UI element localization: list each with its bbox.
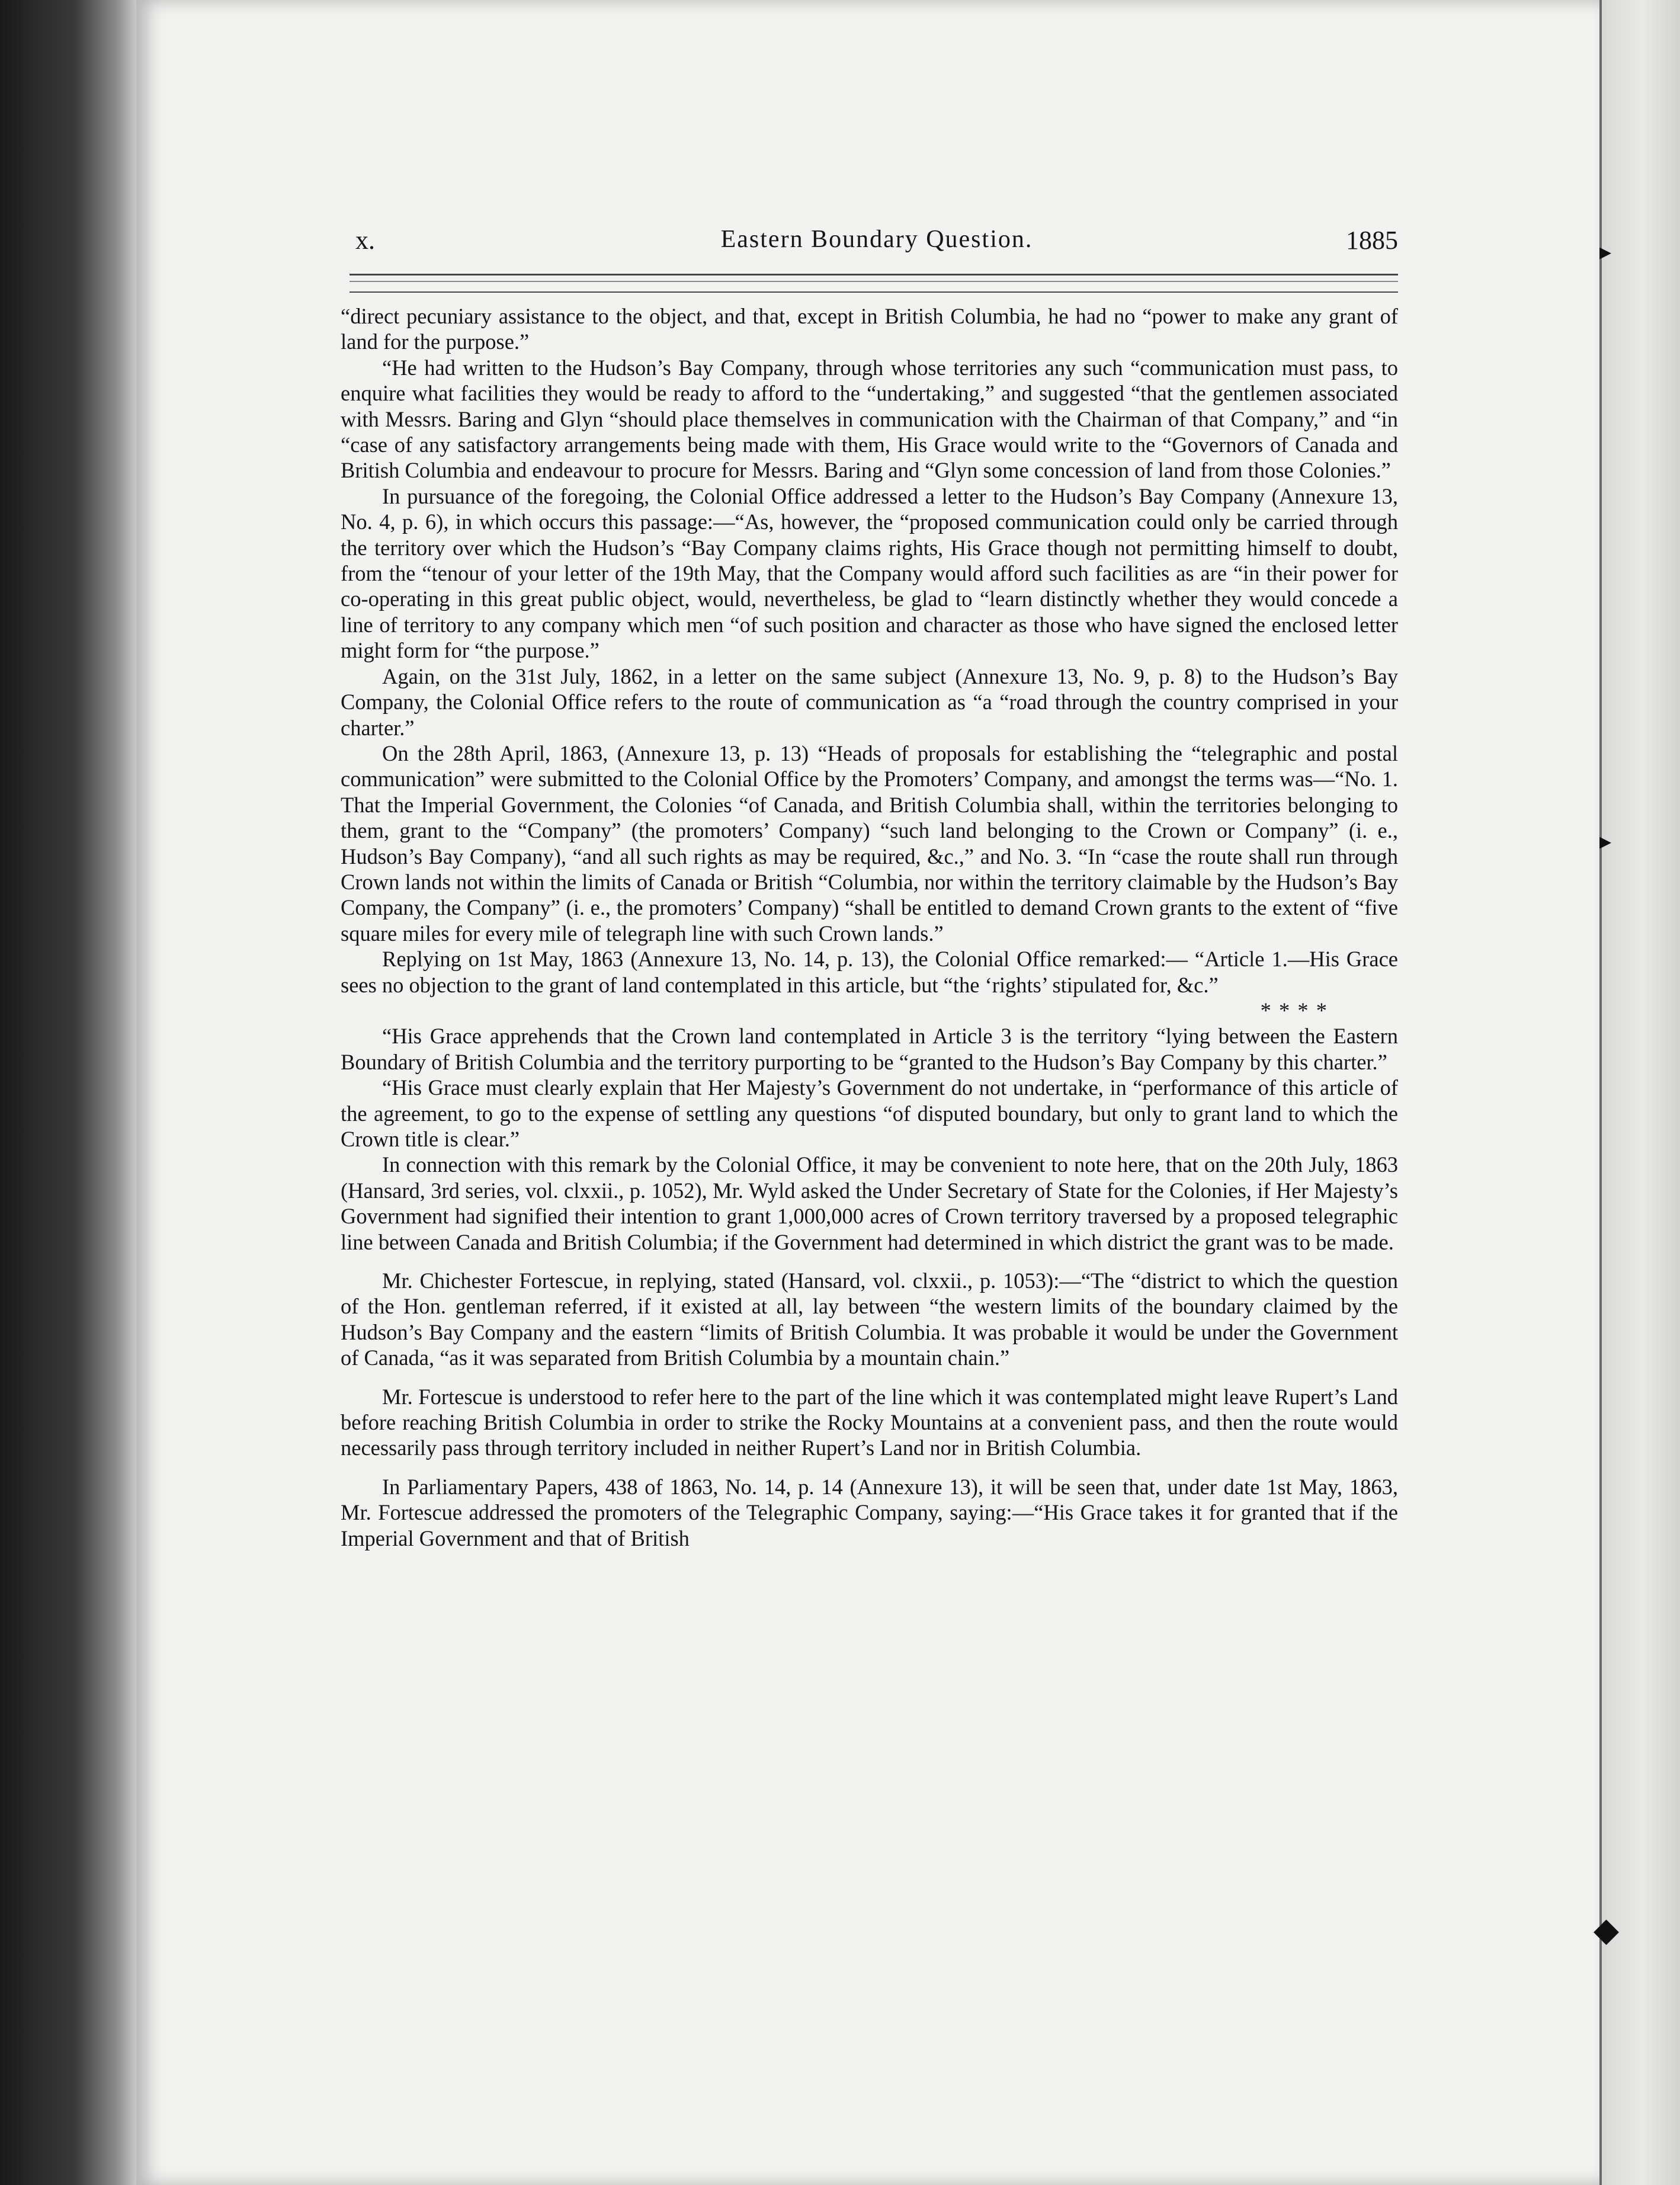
- header-year: 1885: [1346, 226, 1398, 255]
- header-rule: [350, 291, 1398, 293]
- paragraph: In pursuance of the foregoing, the Colonial Office addressed a letter to the Hudson’s Bay Company (Annexure 13, No. 4, p. 6), in which occurs this passage:—“As, however, the “proposed communication could only be carried through the territory over which the Hudson’s “Bay Company claims rights, His Grace though not permitting himself to doubt, from the “tenour of your letter of the 19th May, that the Company would afford such facilities as are “in their power for co-operating in this great public object, would, nevertheless, be glad to “learn distinctly whether they would concede a line of territory to any company which men “of such position and character as those who have signed the enclosed letter might form for “the purpose.”: [341, 483, 1398, 663]
- header-rule: [350, 274, 1398, 275]
- binding-mark: ◆: [1594, 1912, 1620, 1949]
- body-text: [341, 303, 1398, 1551]
- page-number-roman: x.: [355, 226, 375, 255]
- scan-right-margin: [1599, 0, 1680, 2185]
- scan-left-margin: [0, 0, 136, 2185]
- paragraph: Again, on the 31st July, 1862, in a letter on the same subject (Annexure 13, No. 9, p. 8) to the Hudson’s Bay Company, the Colonial Office refers to the route of communication as “a “road through the country comprised in your charter.”: [341, 664, 1398, 740]
- paragraph: “His Grace apprehends that the Crown land contemplated in Article 3 is the territory “lying between the Eastern Boundary of British Columbia and the territory purporting to be “granted to the Hudson’s Bay Company by this charter.”: [341, 1024, 1398, 1074]
- paragraph: Mr. Fortescue is understood to refer here to the part of the line which it was contemplated might leave Rupert’s Land before reaching British Columbia in order to strike the Rocky Mountains at a convenient pass, and then the route would necessarily pass through territory included in neither Rupert’s Land nor in British Columbia.: [341, 1384, 1398, 1460]
- running-header: [355, 225, 1398, 273]
- paragraph: “He had written to the Hudson’s Bay Company, through whose territories any such “communication must pass, to enquire what facilities they would be ready to afford to the “undertaking,” and suggested “that the gentlemen associated with Messrs. Baring and Glyn “should place themselves in communication with the Chairman of that Company,” and “in “case of any satisfactory arrangements being made with them, His Grace would write to the “Governors of Canada and British Columbia and endeavour to procure for Messrs. Baring and “Glyn some concession of land from those Colonies.”: [341, 355, 1398, 483]
- paragraph: Replying on 1st May, 1863 (Annexure 13, No. 14, p. 13), the Colonial Office remarked:— “Article 1.—His Grace sees no objection to the grant of land contemplated in this article, but “the ‘rights’ stipulated for, &c.”: [341, 947, 1398, 997]
- paragraph: “direct pecuniary assistance to the object, and that, except in British Columbia, he had no “power to make any grant of land for the purpose.”: [341, 304, 1398, 354]
- binding-mark: ▸: [1599, 828, 1612, 854]
- paragraph: “His Grace must clearly explain that Her Majesty’s Government do not undertake, in “performance of this article of the agreement, to go to the expense of settling any questions “of disputed boundary, but only to grant land to which the Crown title is clear.”: [341, 1075, 1398, 1151]
- paragraph: On the 28th April, 1863, (Annexure 13, p. 13) “Heads of proposals for establishing the “telegraphic and postal communication” were submitted to the Colonial Office by the Promoters’ Company, and amongst the terms was—“No. 1. That the Imperial Government, the Colonies “of Canada, and British Columbia shall, within the territories belonging to them, grant to the “Company” (the promoters’ Company) “such land belonging to the Crown or Company” (i. e., Hudson’s Bay Company), “and all such rights as may be required, &c.,” and No. 3. “In “case the route shall run through Crown lands not within the limits of Canada or British “Columbia, nor within the territory claimable by the Hudson’s Bay Company, the Company” (i. e., the promoters’ Company) “shall be entitled to demand Crown grants to the extent of “five square miles for every mile of telegraph line with such Crown lands.”: [341, 741, 1398, 946]
- header-rule: [350, 281, 1398, 282]
- asterisk-divider: * * * *: [1260, 998, 1327, 1023]
- paragraph: In Parliamentary Papers, 438 of 1863, No. 14, p. 14 (Annexure 13), it will be seen that, under date 1st May, 1863, Mr. Fortescue addressed the promoters of the Telegraphic Company, saying:—“His Grace takes it for granted that if the Imperial Government and that of British: [341, 1474, 1398, 1550]
- paragraph: Mr. Chichester Fortescue, in replying, stated (Hansard, vol. clxxii., p. 1053):—“The “district to which the question of the Hon. gentleman referred, if it existed at all, lay between “the western limits of the boundary claimed by the Hudson’s Bay Company and the eastern “limits of British Columbia. It was probable it would be under the Government of Canada, “as it was separated from British Columbia by a mountain chain.”: [341, 1268, 1398, 1370]
- paragraph: In connection with this remark by the Colonial Office, it may be convenient to note here, that on the 20th July, 1863 (Hansard, 3rd series, vol. clxxii., p. 1052), Mr. Wyld asked the Under Secretary of State for the Colonies, if Her Majesty’s Government had signified their intention to grant 1,000,000 acres of Crown territory traversed by a proposed telegraphic line between Canada and British Columbia; if the Government had determined in which district the grant was to be made.: [341, 1152, 1398, 1254]
- page-title: Eastern Boundary Question.: [720, 226, 1033, 253]
- binding-mark: ▸: [1599, 238, 1612, 265]
